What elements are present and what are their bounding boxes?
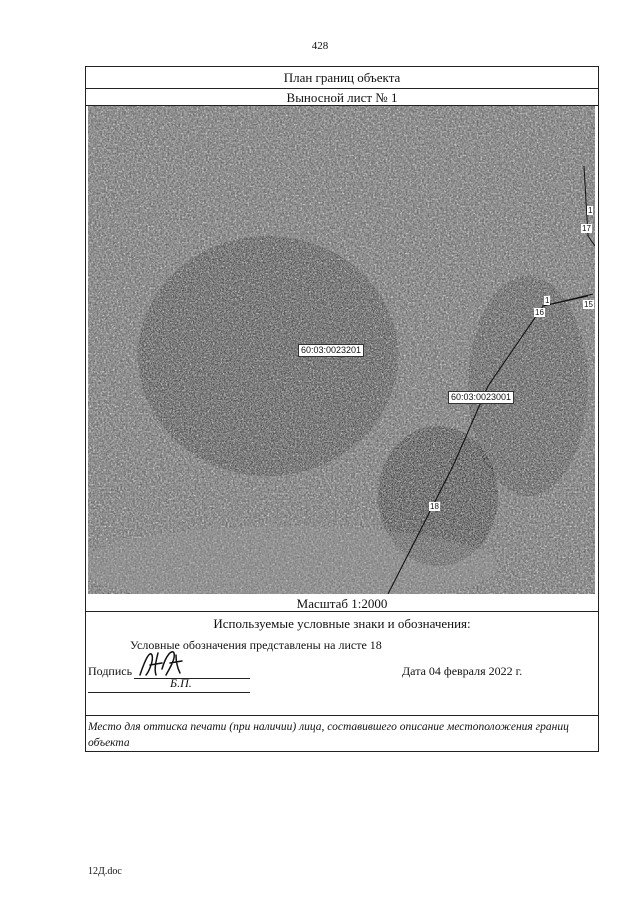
point-label: 17 xyxy=(582,224,591,233)
point-label: 1 xyxy=(588,206,593,215)
parcel-label: 60:03:0023201 xyxy=(298,344,364,357)
point-label: 16 xyxy=(535,308,544,317)
aerial-map xyxy=(88,106,595,594)
signature-date: Дата 04 февраля 2022 г. xyxy=(402,664,523,678)
file-name: 12Д.doc xyxy=(88,866,122,877)
legend-heading: Используемые условные знаки и обозначения: xyxy=(213,616,471,631)
point-label: 18 xyxy=(430,502,439,511)
divider xyxy=(86,88,598,89)
page-number: 428 xyxy=(311,40,329,52)
parcel-label: 60:03:0023001 xyxy=(448,391,514,404)
stamp-note: Место для оттиска печати (при наличии) лица, составившего описание местоположения границ объекта xyxy=(88,721,569,749)
initials-line xyxy=(88,692,250,693)
plan-title: План границ объекта xyxy=(283,70,401,85)
signature-label: Подпись xyxy=(88,664,133,678)
map-scale: Масштаб 1:2000 xyxy=(296,596,388,611)
point-label: 15 xyxy=(584,300,593,309)
initials: Б.П. xyxy=(170,676,192,690)
point-label: 1 xyxy=(545,296,550,305)
sheet-subtitle: Выносной лист № 1 xyxy=(286,90,398,105)
legend-text: Условные обозначения представлены на листе 18 xyxy=(130,638,382,652)
divider xyxy=(86,715,598,716)
